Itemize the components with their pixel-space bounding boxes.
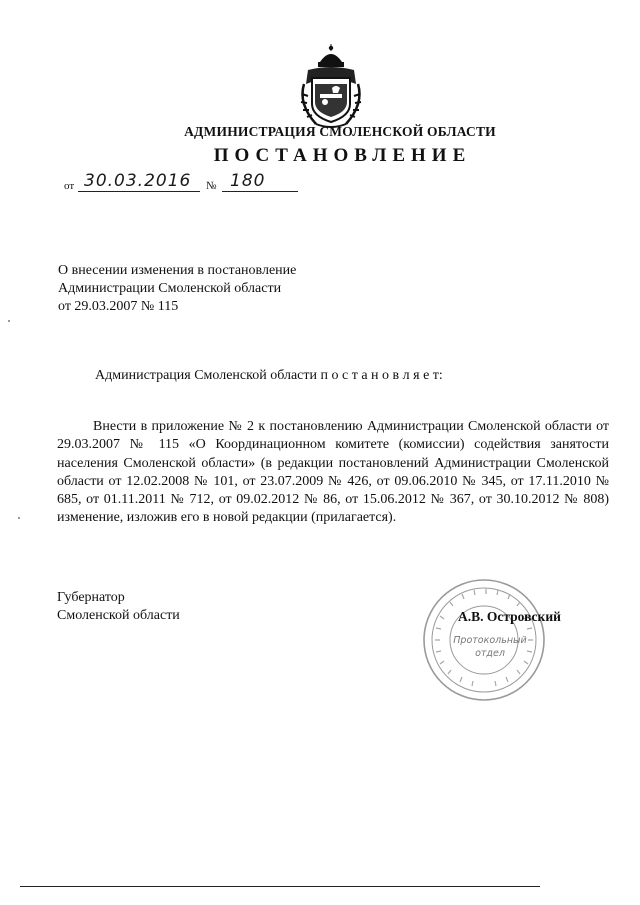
scan-speck bbox=[18, 517, 20, 519]
document-subject bbox=[58, 262, 296, 316]
stamp-inner-text bbox=[452, 634, 528, 660]
coat-of-arms-icon bbox=[294, 44, 368, 130]
handwritten-date: 30.03.2016 bbox=[84, 171, 192, 191]
subject-line: О внесении изменения в постановление bbox=[58, 263, 297, 278]
body-paragraph: Внести в приложение № 2 к постановлению Администрации Смоленской области от 29.03.2007 № 115 «О Координационном комитете (комиссии) содействия занятости населения Смоленской области» (в редакции постановлений Администрации Смоленской области от 12.02.2008 № 101, от 23.07.2009 № 426, от 09.06.2010 № 345, от 17.11.2010 № 685, от 01.11.2011 № 712, от 09.02.2012 № 86, от 15.06.2012 № 367, от 30.10.2012 № 808) изменение, изложив его в новой редакции (прилагается). bbox=[57, 419, 609, 526]
number-underline bbox=[222, 191, 298, 192]
signer-title bbox=[57, 589, 180, 625]
document-type-title: ПОСТАНОВЛЕНИЕ bbox=[213, 145, 472, 166]
subject-line: от 29.03.2007 № 115 bbox=[58, 299, 179, 314]
stamp-line: отдел bbox=[475, 648, 505, 659]
stamp-line: Протокольный bbox=[453, 635, 527, 646]
scan-speck bbox=[8, 320, 10, 322]
signer-name: А.В. Островский bbox=[458, 609, 561, 624]
number-label: № bbox=[206, 180, 217, 192]
signer-title-line: Губернатор bbox=[57, 590, 125, 605]
date-underline bbox=[78, 191, 200, 192]
signer-title-line: Смоленской области bbox=[57, 608, 180, 623]
footer-rule bbox=[20, 886, 540, 887]
handwritten-number: 180 bbox=[230, 171, 266, 191]
date-number-line bbox=[64, 172, 324, 194]
organization-title: АДМИНИСТРАЦИЯ СМОЛЕНСКОЙ ОБЛАСТИ bbox=[184, 124, 496, 139]
date-from-label: от bbox=[64, 180, 75, 192]
decree-statement: Администрация Смоленской области п о с т а н о в л я е т: bbox=[95, 368, 443, 383]
subject-line: Администрации Смоленской области bbox=[58, 281, 282, 296]
